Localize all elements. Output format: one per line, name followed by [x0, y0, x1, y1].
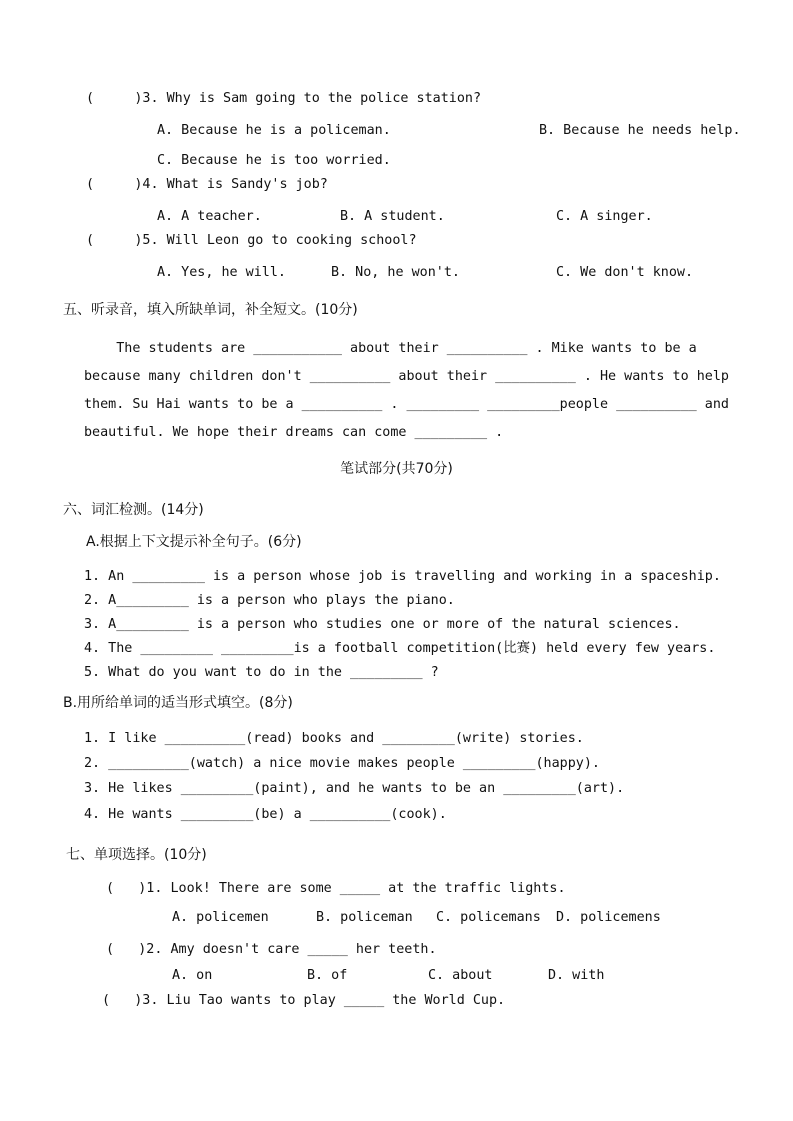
part-a-item: 4. The _________ _________is a football competition(比赛) held every few years. — [84, 641, 716, 656]
part-b-item: 2. __________(watch) a nice movie makes people _________(happy). — [84, 756, 600, 771]
mc-question-3-stem: ( )3. Liu Tao wants to play _____ the World Cup. — [102, 993, 506, 1008]
passage-line: because many children don't __________ about their __________ . He wants to help — [84, 369, 729, 384]
mc-question-1-option: A. policemen — [172, 910, 269, 925]
section-5-title: 五、听录音，填入所缺单词，补全短文。(10分) — [63, 302, 358, 318]
part-a-item: 3. A_________ is a person who studies one or more of the natural sciences. — [84, 617, 681, 632]
question-3-option-c: C. Because he is too worried. — [157, 153, 391, 168]
part-b-item: 1. I like __________(read) books and _________(write) stories. — [84, 731, 584, 746]
part-a-item: 2. A_________ is a person who plays the piano. — [84, 593, 455, 608]
part-a-item: 1. An _________ is a person whose job is travelling and working in a spaceship. — [84, 569, 721, 584]
part-b-item: 4. He wants _________(be) a __________(cook). — [84, 807, 447, 822]
question-5-stem: ( )5. Will Leon go to cooking school? — [86, 233, 417, 248]
mc-question-1-option: C. policemans — [436, 910, 541, 925]
part-b-item: 3. He likes _________(paint), and he wants to be an _________(art). — [84, 781, 625, 796]
passage-line: them. Su Hai wants to be a __________ . _________ _________people __________ and — [84, 397, 729, 412]
part-b-title: B.用所给单词的适当形式填空。(8分) — [63, 695, 293, 711]
question-4-option-b: B. A student. — [340, 209, 445, 224]
mc-question-2-option: D. with — [548, 968, 605, 983]
question-4-option-a: A. A teacher. — [157, 209, 262, 224]
section-6-title: 六、词汇检测。(14分) — [63, 502, 204, 518]
mc-question-1-option: D. policemens — [556, 910, 661, 925]
mc-question-1-option: B. policeman — [316, 910, 413, 925]
part-a-item: 5. What do you want to do in the _________ ? — [84, 665, 439, 680]
mc-question-1-stem: ( )1. Look! There are some _____ at the traffic lights. — [106, 881, 566, 896]
question-5-option-b: B. No, he won't. — [331, 265, 460, 280]
question-4-option-c: C. A singer. — [556, 209, 653, 224]
question-5-option-a: A. Yes, he will. — [157, 265, 286, 280]
mc-question-2-option: C. about — [428, 968, 493, 983]
question-5-option-c: C. We don't know. — [556, 265, 694, 280]
section-7-title: 七、单项选择。(10分) — [66, 847, 207, 863]
question-3-option-a: A. Because he is a policeman. — [157, 123, 391, 138]
mc-question-2-option: A. on — [172, 968, 213, 983]
mc-question-2-option: B. of — [307, 968, 348, 983]
question-4-stem: ( )4. What is Sandy's job? — [86, 177, 328, 192]
part-a-title: A.根据上下文提示补全句子。(6分) — [86, 534, 302, 550]
mc-question-2-stem: ( )2. Amy doesn't care _____ her teeth. — [106, 942, 437, 957]
question-3-stem: ( )3. Why is Sam going to the police station? — [86, 91, 482, 106]
passage-line: The students are ___________ about their __________ . Mike wants to be a — [84, 341, 697, 356]
written-part-title: 笔试部分(共70分) — [340, 461, 453, 477]
question-3-option-b: B. Because he needs help. — [539, 123, 741, 138]
passage-line: beautiful. We hope their dreams can come _________ . — [84, 425, 504, 440]
